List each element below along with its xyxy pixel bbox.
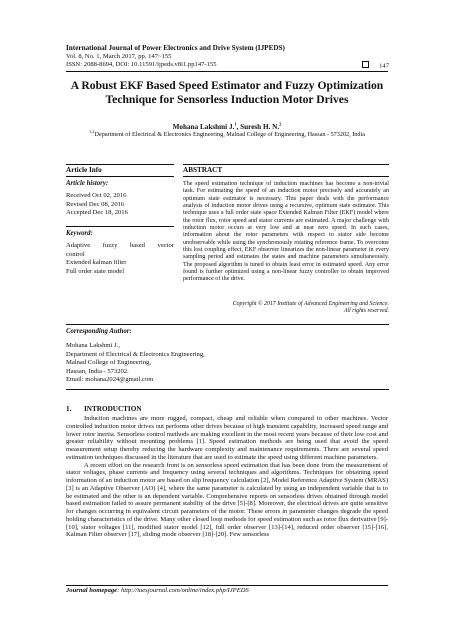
volume-line: Vol. 8, No. 1, March 2017, pp. 147~155 — [66, 53, 172, 60]
keyword-heading: Keyword: — [66, 230, 93, 237]
corresponding-college: Malnad College of Engineering, — [66, 359, 151, 366]
history-accepted: Accepted Dec 18, 2016 — [66, 209, 128, 217]
corresponding-rule-bottom — [66, 389, 389, 390]
corresponding-details — [66, 342, 266, 385]
article-info-heading: Article Info — [66, 166, 102, 174]
introduction-heading — [66, 405, 142, 414]
affiliation-sup: 1,2 — [89, 128, 95, 134]
article-info-rule-mid — [66, 176, 174, 177]
section-title: INTRODUCTION — [84, 405, 142, 413]
keyword-item: control — [66, 250, 85, 258]
journal-name: International Journal of Power Electronics and Drive System (IJPEDS) — [66, 44, 285, 52]
issn-line: ISSN: 2088-8694, DOI: 10.11591/ijpeds.v8i1.pp147-155 — [66, 61, 217, 68]
corresponding-name: Mohana Lakshmi J., — [66, 342, 120, 349]
abstract-rule-mid — [183, 176, 389, 177]
introduction-paragraph-2: A recent effort on the research front is on sensorless speed estimation that has been done from the measurement of stator voltages, phase currents and frequency using several techniques and algorithms. Techniques for obtaining speed information of an induction motor are based on slip frequency calculation [2], Model Reference Adaptive System (MRAS) [3] is an Adaptive Observer (AO) [4], where the same parameter is calculated by using an independent variable that is to be estimated and the other is an dependent variable. Comprehensive reports on sensorless drives obtained through model based estimation failed to assure permanent stability of the drive [5]-[8]. Moreover, the electrical drives are quite sensitive for changes occurring in equivalent circuit parameters of the motor. These errors in parameter changes degrade the speed holding characteristics of the drive. Many other closed loop methods for speed estimation such as rotor flux derivative [9]-[10], stator voltages [11], modified stator model [12], full order observer [13]-[14], reduced order observer [15]-[16], Kalman Filter observer [17], sliding mode observer [18]-[20]. Few sensorless — [66, 461, 388, 539]
abstract-heading: ABSTRACT — [183, 166, 223, 174]
author-2: , Suresh H. N. — [236, 123, 280, 131]
abstract-text: The speed estimation technique of induction machines has become a non-trivial task. For estimating the speed of an induction motor precisely and accurately an optimum state estimator is necessary. This paper deals with the performance analysis of induction motor drives using a recursive, optimum state estimator. This technique uses a full order state space Extended Kalman Filter (EKF) model where the rotor flux, rotor speed and stator currents are estimated. A major challenge with induction motor occurs at very low and at near zero speed. In such cases, information about the rotor parameters with respect to stator side become unobservable while using the synchronously rotating reference frame. To overcome this lost coupling effect, EKF observer linearizes the non-linear parameter in every sampling period and estimates the states and machine parameters simultaneously. The proposed algorithm is tuned to obtain least error in estimated speed. Any error found is further optimized using a non-linear fuzzy controller to obtain improved performance of the drive. — [183, 181, 389, 283]
journal-homepage-link[interactable]: : http://iaesjournal.com/online/index.php/IJPEDS — [117, 587, 249, 594]
corresponding-dept: Department of Electrical & Electronics Engineering, — [66, 350, 205, 358]
square-bullet-icon — [362, 61, 369, 68]
affiliation-line — [66, 128, 388, 139]
author-1: Mohana Lakshmi J. — [172, 123, 235, 131]
section-number: 1. — [66, 405, 72, 413]
copyright-line-2: All rights reserved. — [343, 308, 389, 315]
journal-homepage-label: Journal homepage — [66, 587, 118, 594]
corresponding-rule-top — [66, 324, 389, 325]
journal-header — [66, 44, 406, 61]
keyword-item: Extended kalman filter — [66, 259, 127, 267]
keyword-item: Adaptive fuzzy based vector — [66, 242, 174, 249]
introduction-body — [66, 415, 388, 539]
copyright-line-1: Copyright © 2017 Institute of Advanced Engineering and Science. — [232, 301, 389, 307]
article-history-list — [66, 192, 128, 218]
history-received: Received Oct 02, 2016 — [66, 192, 127, 199]
article-history-heading: Article history: — [66, 180, 109, 187]
article-info-rule-top — [66, 164, 174, 165]
corresponding-city: Hassan, India - 573202. — [66, 367, 129, 375]
author-2-sup: 2 — [279, 121, 282, 127]
copyright-notice — [183, 301, 389, 316]
footer — [66, 587, 388, 595]
keyword-list — [66, 242, 174, 276]
corresponding-heading: Corresponding Author: — [66, 328, 132, 335]
title-line-1: A Robust EKF Based Speed Estimator and Fuzzy Optimization — [70, 79, 384, 92]
history-revised: Revised Dec 08, 2016 — [66, 200, 125, 208]
header-rule — [66, 71, 388, 72]
page-number: 147 — [379, 62, 389, 70]
keyword-rule — [66, 226, 174, 227]
abstract-rule-top — [183, 164, 389, 165]
page-indicator — [357, 61, 389, 71]
footer-rule — [66, 585, 388, 586]
keyword-item: Full order state model — [66, 267, 125, 275]
author-1-sup: 1 — [234, 121, 237, 127]
affiliation-text: Department of Electrical & Electronics Engineering, Malnad College of Engineering, Hassan - 573202, India — [94, 131, 365, 138]
paper-title — [60, 79, 394, 107]
title-line-2: Technique for Sensorless Induction Motor Drives — [105, 93, 349, 106]
introduction-paragraph-1: Induction machines are more rugged, compact, cheap and reliable when compared to other machines. Vector controlled induction motor drives out performs other drives because of high transient capability, increased speed range and lower rotor inertia. Sensorless control methods are making excellent in the most recent years because of their low cost and greater reliability without mounting problems [1]. Speed estimation methods are being used that avoid the speed measurement setup thereby reducing the hardware complexity and maintenance requirements. There are several speed estimation techniques discussed in the literature that are used to estimate the speed using different machine parameters. — [66, 415, 388, 461]
corresponding-email: Email: mohana2024@gmail.com — [66, 376, 154, 383]
